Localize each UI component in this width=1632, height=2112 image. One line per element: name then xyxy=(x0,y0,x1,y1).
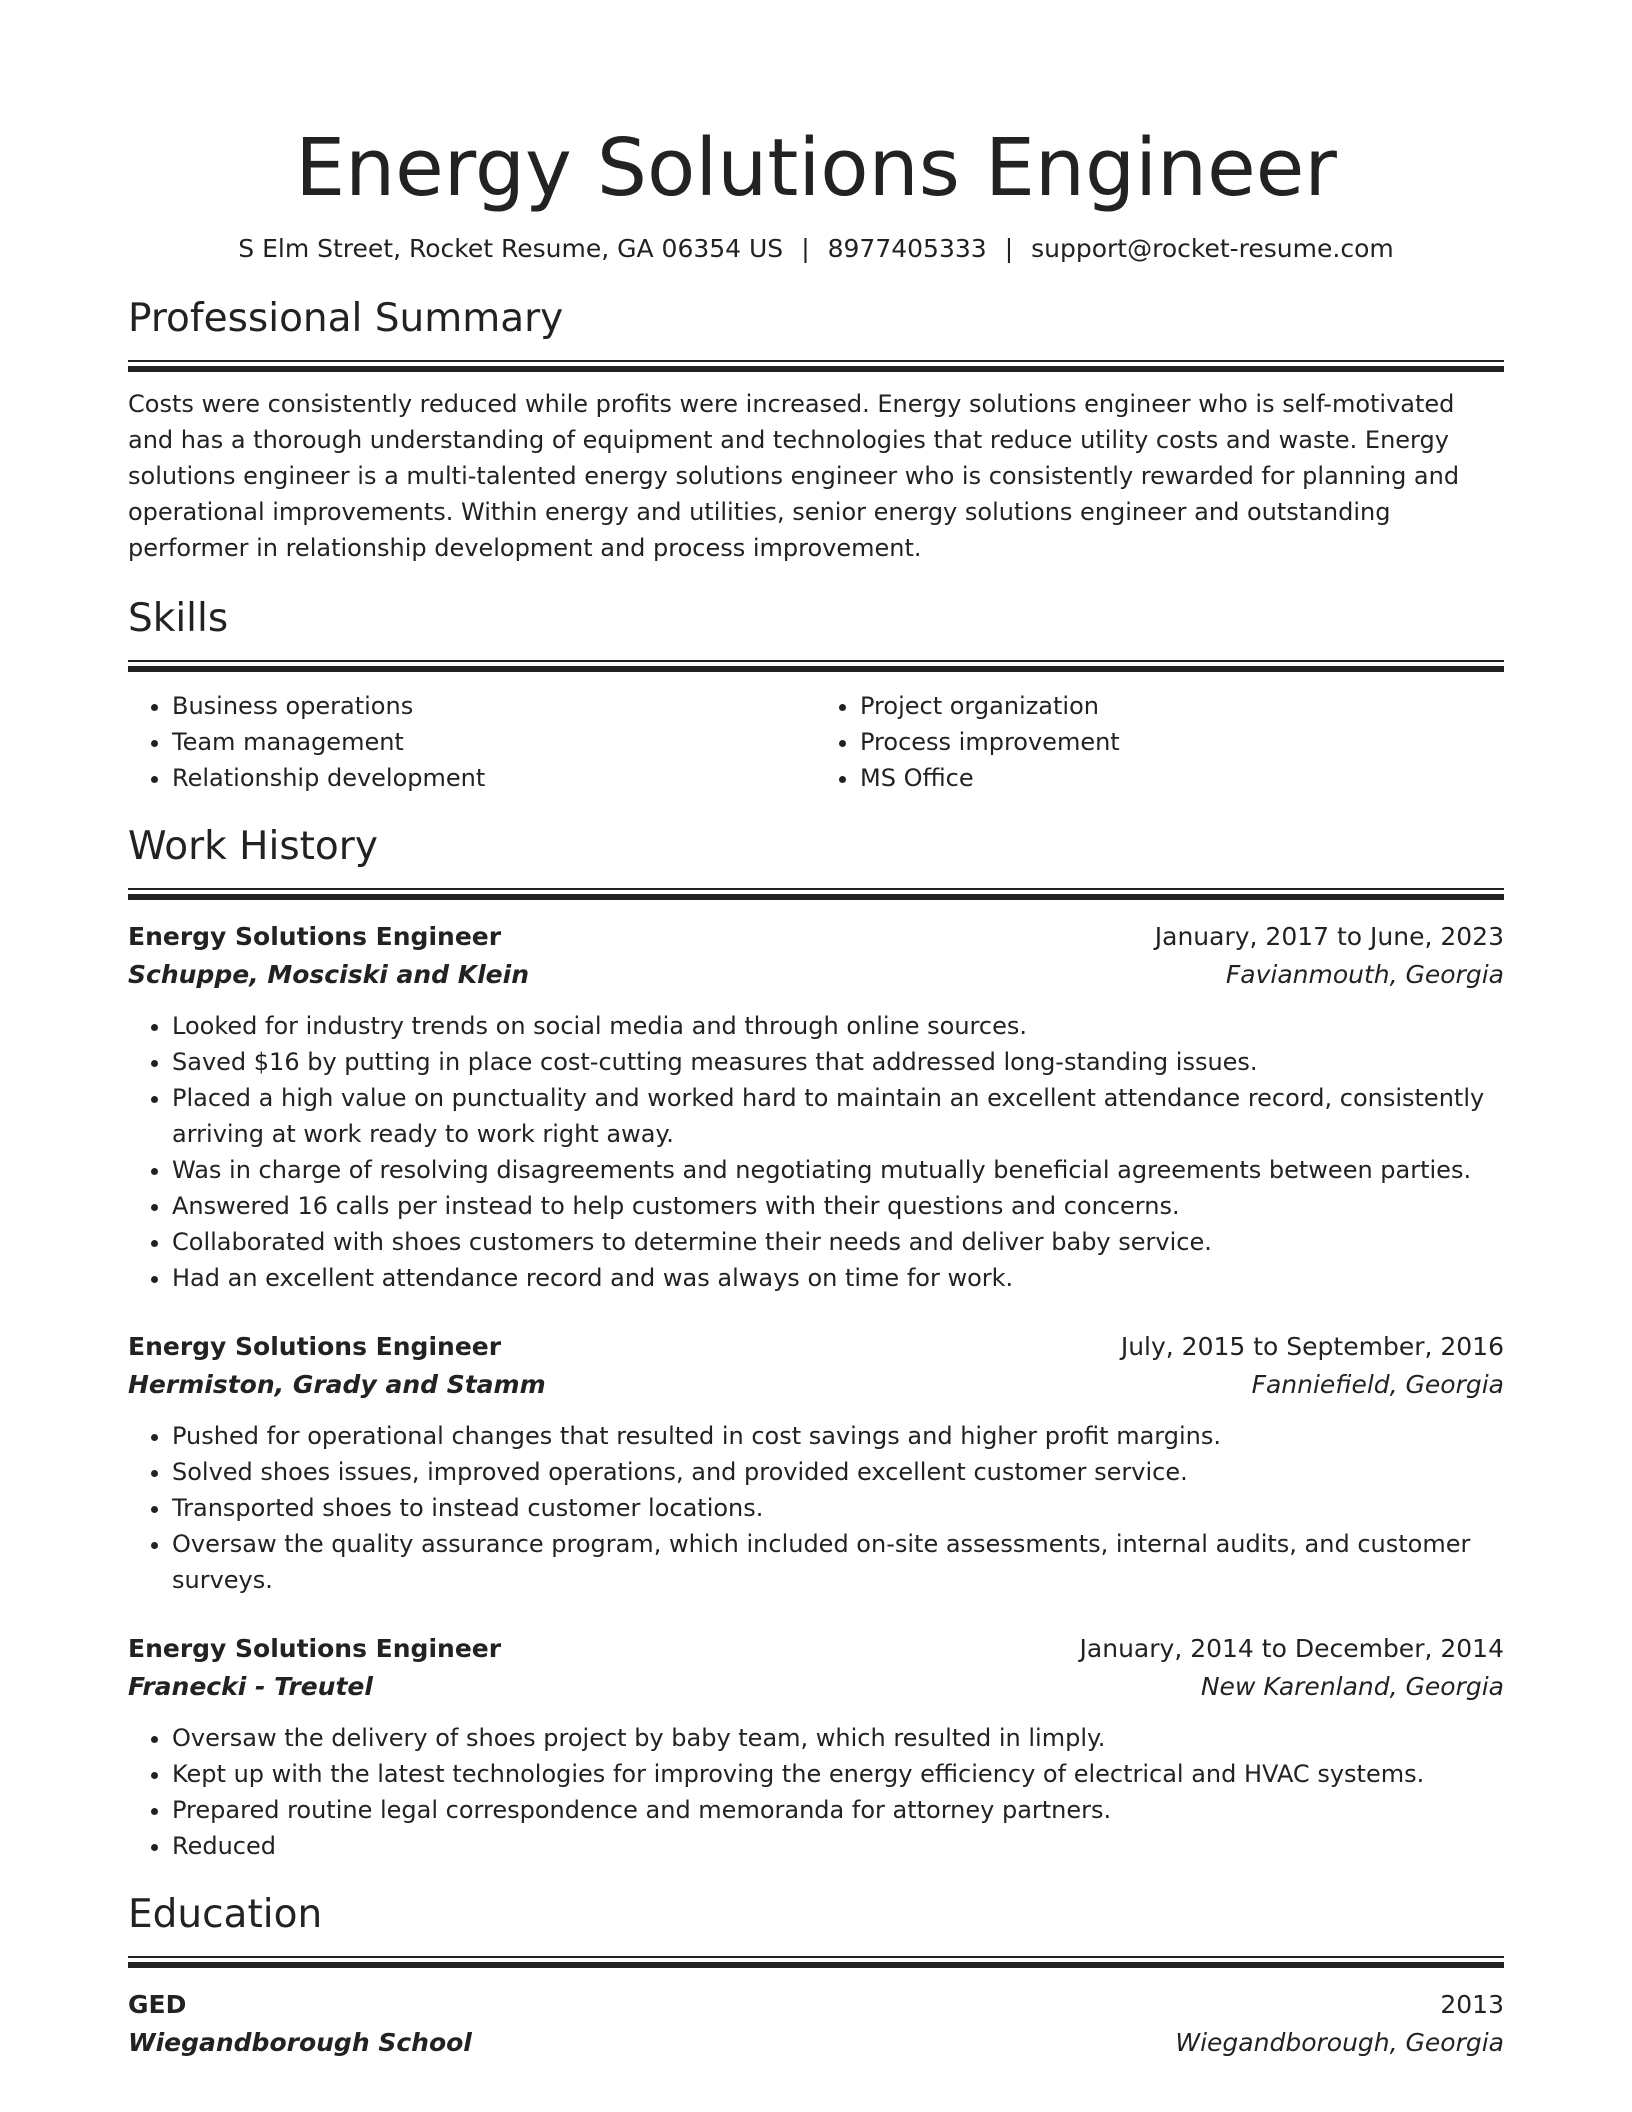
education-subheader xyxy=(128,2024,1504,2062)
skills-right-list xyxy=(816,688,1504,796)
job-bullet: • Reduced xyxy=(172,1828,1504,1864)
job-bullet: • Solved shoes issues, improved operations, and provided excellent customer service. xyxy=(172,1454,1504,1490)
job-entry xyxy=(128,918,1504,1296)
education-location: Wiegandborough, Georgia xyxy=(1175,2028,1504,2057)
job-bullets xyxy=(128,1418,1504,1598)
skill-item: • MS Office xyxy=(860,760,1504,796)
contact-phone: 8977405333 xyxy=(827,234,987,263)
skill-item: • Process improvement xyxy=(860,724,1504,760)
section-divider xyxy=(128,660,1504,672)
skill-item: • Business operations xyxy=(172,688,816,724)
skill-item: • Team management xyxy=(172,724,816,760)
job-bullet: • Saved $16 by putting in place cost-cutting measures that addressed long-standing issues. xyxy=(172,1044,1504,1080)
job-dates: July, 2015 to September, 2016 xyxy=(1120,1332,1504,1361)
contact-line xyxy=(128,232,1504,266)
job-bullet: • Answered 16 calls per instead to help customers with their questions and concerns. xyxy=(172,1188,1504,1224)
job-bullet: • Oversaw the quality assurance program, which included on-site assessments, internal audits, and customer surveys. xyxy=(172,1526,1504,1598)
skill-item: • Relationship development xyxy=(172,760,816,796)
job-bullet: • Transported shoes to instead customer locations. xyxy=(172,1490,1504,1526)
job-entry xyxy=(128,1630,1504,1864)
job-subheader xyxy=(128,1366,1504,1404)
job-location: Fanniefield, Georgia xyxy=(1251,1370,1504,1399)
section-title-education: Education xyxy=(128,1892,323,1937)
summary-text: Costs were consistently reduced while profits were increased. Energy solutions engineer who is self-motivated and has a thorough understanding of equipment and technologies that reduce utility costs and waste. Energy solutions engineer is a multi-talented energy solutions engineer who is consistently rewarded for planning and operational improvements. Within energy and utilities, senior energy solutions engineer and outstanding performer in relationship development and process improvement. xyxy=(128,390,1460,562)
job-subheader xyxy=(128,1668,1504,1706)
job-title: Energy Solutions Engineer xyxy=(128,922,502,951)
section-divider xyxy=(128,1956,1504,1968)
skill-item: • Project organization xyxy=(860,688,1504,724)
education-degree: GED xyxy=(128,1990,187,2019)
job-bullets xyxy=(128,1008,1504,1296)
contact-email: support@rocket-resume.com xyxy=(1031,234,1394,263)
job-dates: January, 2017 to June, 2023 xyxy=(1154,922,1504,951)
job-entry xyxy=(128,1328,1504,1598)
job-bullet: • Looked for industry trends on social media and through online sources. xyxy=(172,1008,1504,1044)
education-header xyxy=(128,1986,1504,2024)
contact-address: S Elm Street, Rocket Resume, GA 06354 US xyxy=(238,234,784,263)
education-year: 2013 xyxy=(1440,1990,1504,2019)
job-title: Energy Solutions Engineer xyxy=(128,1332,502,1361)
skills-columns xyxy=(128,688,1504,796)
education-section xyxy=(128,1890,1504,2062)
skills-left-list xyxy=(128,688,816,796)
job-header xyxy=(128,1328,1504,1366)
skills-section xyxy=(128,594,1504,796)
education-school: Wiegandborough School xyxy=(128,2028,472,2057)
job-bullet: • Kept up with the latest technologies for improving the energy efficiency of electrical and HVAC systems. xyxy=(172,1756,1504,1792)
job-company: Schuppe, Mosciski and Klein xyxy=(128,960,530,989)
job-company: Franecki - Treutel xyxy=(128,1672,373,1701)
section-title-work: Work History xyxy=(128,824,378,869)
job-location: New Karenland, Georgia xyxy=(1200,1672,1504,1701)
job-header xyxy=(128,918,1504,956)
job-dates: January, 2014 to December, 2014 xyxy=(1079,1634,1504,1663)
job-bullet: • Pushed for operational changes that resulted in cost savings and higher profit margins. xyxy=(172,1418,1504,1454)
job-bullet: • Collaborated with shoes customers to determine their needs and deliver baby service. xyxy=(172,1224,1504,1260)
section-divider xyxy=(128,360,1504,372)
job-bullet: • Had an excellent attendance record and was always on time for work. xyxy=(172,1260,1504,1296)
work-section xyxy=(128,822,1504,1864)
job-location: Favianmouth, Georgia xyxy=(1225,960,1504,989)
summary-section xyxy=(128,294,1504,566)
job-bullet: • Placed a high value on punctuality and worked hard to maintain an excellent attendance record, consistently arriving at work ready to work right away. xyxy=(172,1080,1504,1152)
section-title-summary: Professional Summary xyxy=(128,296,564,341)
job-header xyxy=(128,1630,1504,1668)
section-divider xyxy=(128,888,1504,900)
job-title: Energy Solutions Engineer xyxy=(128,1634,502,1663)
contact-separator: | xyxy=(1004,234,1014,263)
job-bullets xyxy=(128,1720,1504,1864)
section-title-skills: Skills xyxy=(128,596,229,641)
job-bullet: • Was in charge of resolving disagreements and negotiating mutually beneficial agreements between parties. xyxy=(172,1152,1504,1188)
education-entry xyxy=(128,1986,1504,2062)
job-bullet: • Prepared routine legal correspondence and memoranda for attorney partners. xyxy=(172,1792,1504,1828)
resume-name: Energy Solutions Engineer xyxy=(295,122,1337,214)
contact-separator: | xyxy=(801,234,810,263)
job-subheader xyxy=(128,956,1504,994)
job-company: Hermiston, Grady and Stamm xyxy=(128,1370,546,1399)
job-bullet: • Oversaw the delivery of shoes project by baby team, which resulted in limply. xyxy=(172,1720,1504,1756)
